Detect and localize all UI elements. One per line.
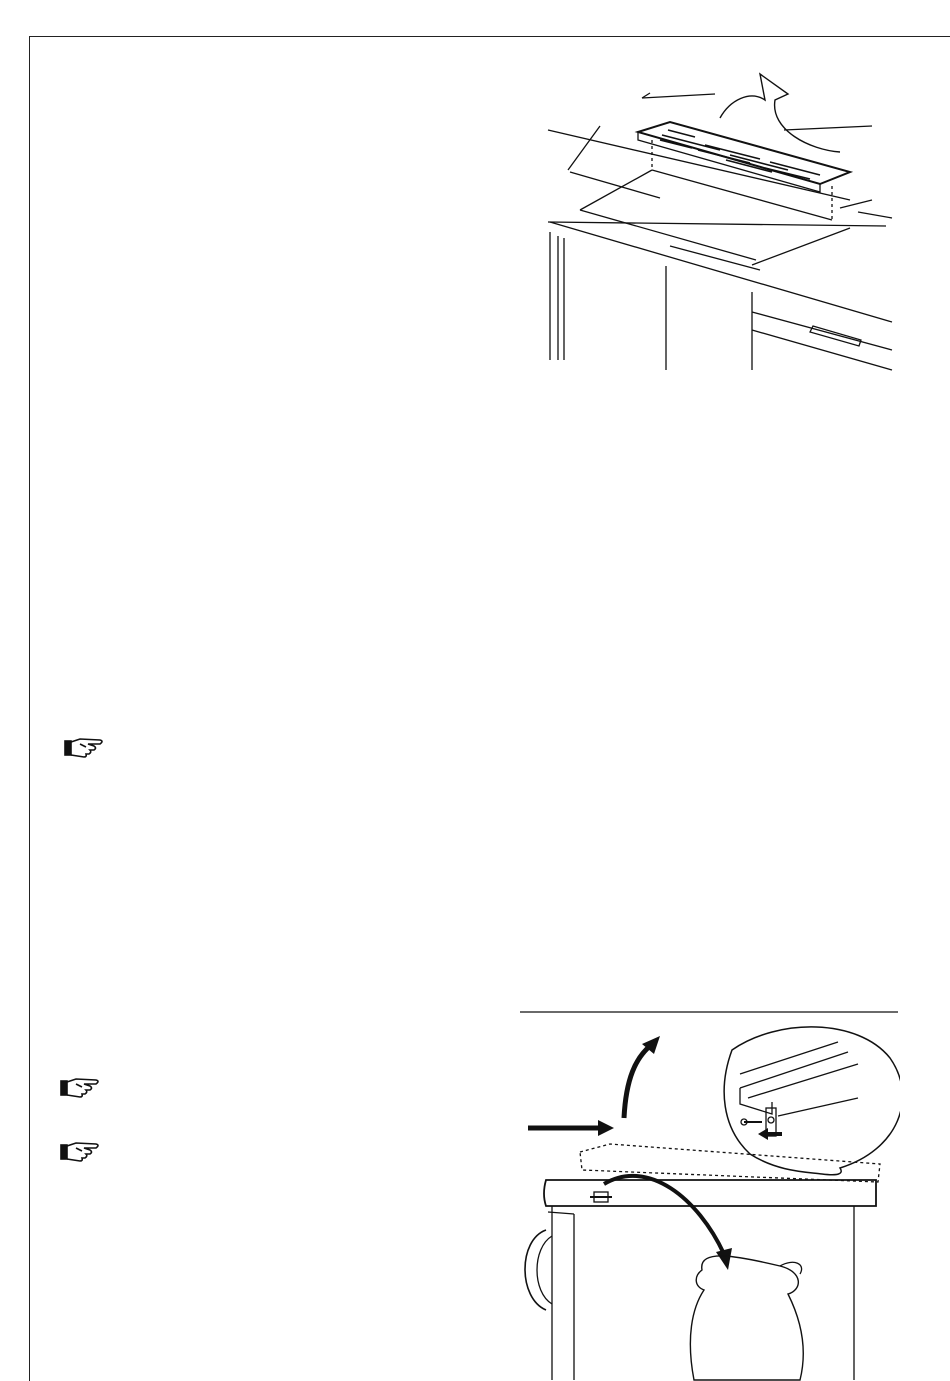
page-border-top	[29, 36, 950, 37]
worktop-removal-diagram	[518, 1008, 900, 1381]
pointing-hand-icon	[64, 736, 108, 760]
pointing-hand-icon	[60, 1076, 104, 1100]
pointing-hand-icon	[60, 1140, 104, 1164]
vent-grille-diagram	[520, 60, 900, 380]
page-border-left	[29, 36, 30, 1381]
